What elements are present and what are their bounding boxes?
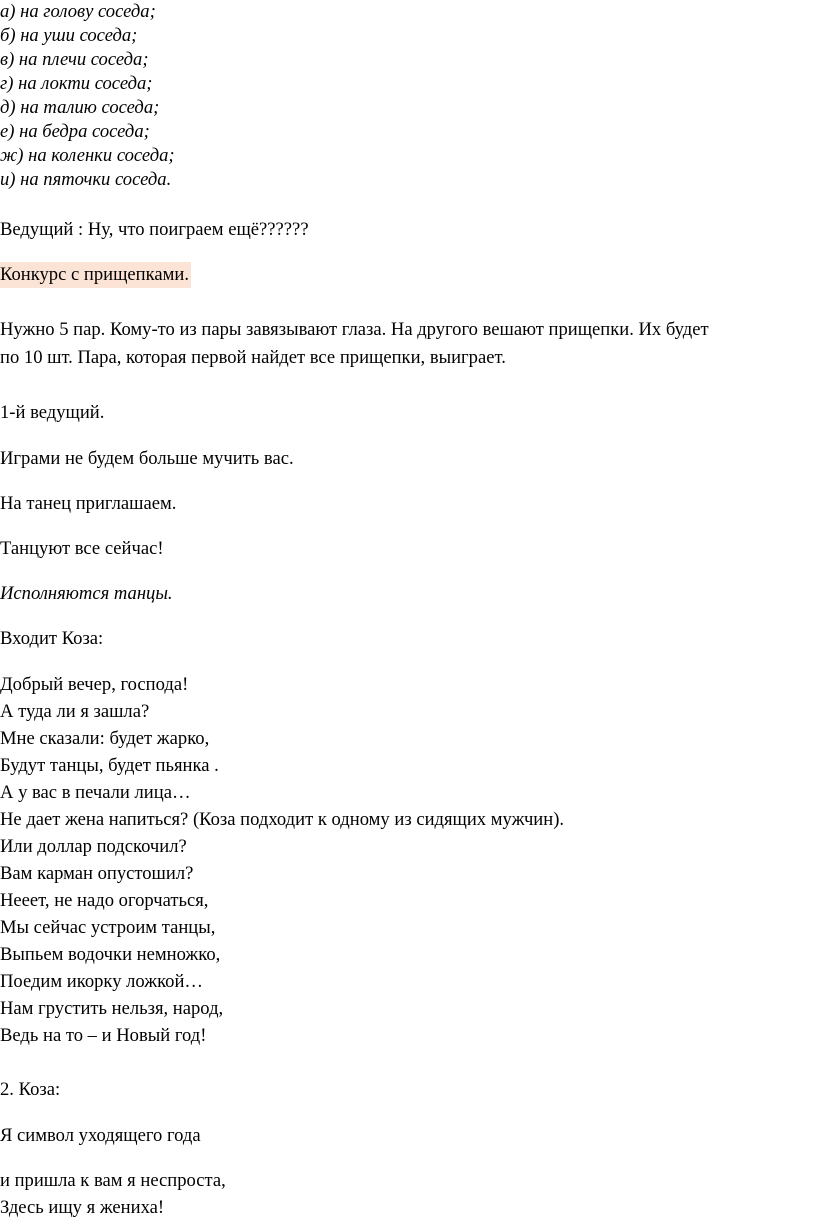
list-item: е) на бедра соседа; <box>0 121 150 142</box>
poem-line: А у вас в печали лица… <box>0 782 191 803</box>
contest-title <box>0 263 191 287</box>
list-item: и) на пяточки соседа. <box>0 169 172 190</box>
host1-line: Танцуют все сейчас! <box>0 538 164 559</box>
poem-line: А туда ли я зашла? <box>0 701 150 722</box>
poem-line: Мы сейчас устроим танцы, <box>0 917 216 938</box>
poem-line: Будут танцы, будет пьянка . <box>0 755 219 776</box>
list-item: а) на голову соседа; <box>0 1 156 22</box>
goat2-line: Я символ уходящего года <box>0 1125 201 1146</box>
goat-enters: Входит Коза: <box>0 628 104 649</box>
host-question: Ведущий : Ну, что поиграем ещё?????? <box>0 219 309 240</box>
poem-line: Ведь на то – и Новый год! <box>0 1025 207 1046</box>
contest-description-line: по 10 шт. Пара, которая первой найдет все прищепки, выиграет. <box>0 347 506 368</box>
host1-line: На танец приглашаем. <box>0 493 177 514</box>
poem-line: Или доллар подскочил? <box>0 836 187 857</box>
poem-line: Нам грустить нельзя, народ, <box>0 998 224 1019</box>
list-item: д) на талию соседа; <box>0 97 160 118</box>
dance-note: Исполняются танцы. <box>0 583 173 604</box>
list-item: ж) на коленки соседа; <box>0 145 175 166</box>
host1-label: 1-й ведущий. <box>0 402 105 423</box>
poem-line: Нееет, не надо огорчаться, <box>0 890 209 911</box>
poem-line: Вам карман опустошил? <box>0 863 194 884</box>
host1-line: Играми не будем больше мучить вас. <box>0 448 294 469</box>
contest-description-line: Нужно 5 пар. Кому-то из пары завязывают глаза. На другого вешают прищепки. Их будет <box>0 319 709 340</box>
poem-line: Добрый вечер, господа! <box>0 674 189 695</box>
poem-line: Не дает жена напиться? (Коза подходит к одному из сидящих мужчин). <box>0 809 565 830</box>
list-item: в) на плечи соседа; <box>0 49 149 70</box>
list-item: г) на локти соседа; <box>0 73 153 94</box>
poem-line: Выпьем водочки немножко, <box>0 944 221 965</box>
goat2-line: Здесь ищу я жениха! <box>0 1197 165 1218</box>
goat2-label: 2. Коза: <box>0 1079 61 1100</box>
poem-line: Поедим икорку ложкой… <box>0 971 204 992</box>
contest-title-text: Конкурс с прищепками. <box>0 262 191 288</box>
goat2-line: и пришла к вам я неспроста, <box>0 1170 226 1191</box>
list-item: б) на уши соседа; <box>0 25 138 46</box>
poem-line: Мне сказали: будет жарко, <box>0 728 210 749</box>
